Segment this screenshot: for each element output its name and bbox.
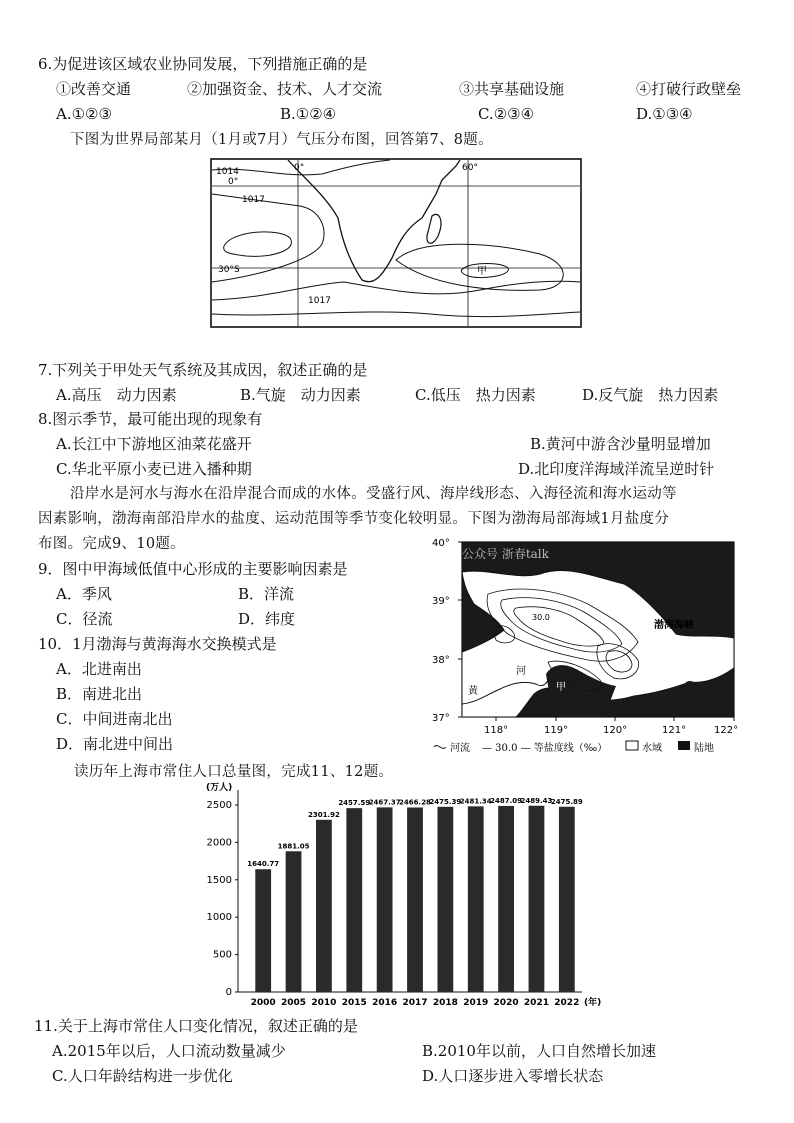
intro-q9-q10-line2: 因素影响，渤海南部沿岸水的盐度、运动范围等季节变化较明显。下图为渤海局部海域1月盐度分	[38, 511, 670, 527]
x-tick-label-2010: 2010	[311, 998, 337, 1008]
y-tick-label-2: 1000	[206, 912, 232, 924]
q8-option-d[interactable]: D.北印度洋海域洋流呈逆时针	[518, 460, 715, 478]
bar-2015	[346, 808, 362, 992]
x-tick-label-2005: 2005	[281, 998, 307, 1008]
lon-label-0: 0°	[294, 163, 305, 173]
q10-option-a[interactable]: A．北进南出	[56, 660, 142, 678]
q9-stem: 9．图中甲海域低值中心形成的主要影响因素是	[38, 560, 348, 578]
center-label-jia: 甲	[477, 266, 487, 277]
q6-option-c[interactable]: C.②③④	[478, 105, 535, 123]
isohaline-label: 30.0	[532, 613, 550, 622]
q9-option-d[interactable]: D．纬度	[238, 610, 296, 628]
bar-value-label-2005: 1881.05	[277, 842, 310, 851]
q8-option-b[interactable]: B.黄河中游含沙量明显增加	[530, 435, 711, 453]
bohai-salinity-map	[428, 534, 740, 759]
q6-stem: 6.为促进该区域农业协同发展，下列措施正确的是	[38, 55, 368, 73]
lat-label-37: 37°	[432, 713, 450, 724]
bar-value-label-2016: 2467.37	[368, 798, 401, 807]
q11-option-a[interactable]: A.2015年以后，人口流动数量减少	[52, 1042, 286, 1060]
intro-q9-q10-line3: 布图。完成9、10题。	[38, 536, 185, 552]
q8-option-a[interactable]: A.长江中下游地区油菜花盛开	[56, 435, 252, 453]
bar-2010	[316, 820, 332, 992]
lat-label-30s: 30°S	[218, 265, 240, 275]
q6-item-3: ③共享基础设施	[459, 80, 565, 98]
bar-2020	[498, 806, 514, 992]
y-tick-label-4: 2000	[206, 837, 232, 849]
lon-label-122: 122°	[714, 725, 739, 736]
y-tick-label-1: 500	[212, 949, 232, 961]
strait-label: 渤海海峡	[654, 620, 694, 631]
q7-option-d[interactable]: D.反气旋 热力因素	[582, 386, 719, 404]
x-tick-label-2019: 2019	[463, 998, 489, 1008]
q9-option-c[interactable]: C．径流	[56, 610, 113, 628]
lat-label-40: 40°	[432, 538, 450, 549]
bar-2017	[407, 807, 423, 992]
lat-label-38: 38°	[432, 655, 450, 666]
legend-land: 陆地	[694, 743, 714, 754]
bar-value-label-2000: 1640.77	[247, 860, 280, 869]
q7-option-b[interactable]: B.气旋 动力因素	[240, 386, 361, 404]
lon-label-118: 118°	[484, 725, 509, 736]
q10-option-b[interactable]: B．南进北出	[56, 685, 143, 703]
lat-label-39: 39°	[432, 596, 450, 607]
x-tick-label-2018: 2018	[432, 998, 458, 1008]
x-axis-label: (年)	[584, 998, 602, 1008]
river-label-he: 河	[516, 666, 526, 677]
lon-label-120: 120°	[603, 725, 628, 736]
bar-2005	[286, 851, 302, 992]
bar-2016	[377, 807, 393, 992]
bar-value-label-2020: 2487.09	[490, 796, 523, 805]
y-axis-label: (万人)	[206, 783, 233, 793]
q11-option-d[interactable]: D.人口逐步进入零增长状态	[422, 1067, 604, 1085]
bar-value-label-2010: 2301.92	[307, 810, 340, 819]
shanghai-population-chart	[200, 782, 630, 1014]
legend-water: 水域	[642, 743, 662, 754]
bar-value-label-2018: 2475.39	[429, 797, 462, 806]
bar-value-label-2022: 2475.89	[550, 797, 583, 806]
lon-label-119: 119°	[544, 725, 569, 736]
q7-option-c[interactable]: C.低压 热力因素	[415, 386, 536, 404]
bar-2000	[255, 869, 271, 992]
legend-river: 河流	[450, 743, 470, 754]
bar-2019	[468, 806, 484, 992]
isobar-label-1017-north: 1017	[242, 195, 265, 205]
bar-2018	[437, 807, 453, 992]
q9-option-a[interactable]: A．季风	[56, 585, 112, 603]
intro-q7-q8: 下图为世界局部某月（1月或7月）气压分布图，回答第7、8题。	[70, 132, 493, 148]
bar-value-label-2021: 2489.43	[520, 796, 553, 805]
q6-item-4: ④打破行政壁垒	[636, 80, 742, 98]
legend-isohaline: — 30.0 — 等盐度线（‰）	[482, 743, 608, 754]
q10-option-d[interactable]: D．南北进中间出	[56, 735, 174, 753]
y-tick-label-5: 2500	[206, 799, 232, 811]
bar-value-label-2019: 2481.34	[459, 797, 492, 806]
bar-2022	[559, 807, 575, 992]
center-label-jia: 甲	[556, 682, 566, 693]
q10-option-c[interactable]: C．中间进南北出	[56, 710, 173, 728]
q6-option-a[interactable]: A.①②③	[56, 105, 112, 123]
x-tick-label-2017: 2017	[402, 998, 428, 1008]
isobar-label-1014: 1014	[216, 167, 239, 177]
lon-label-60: 60°	[462, 163, 478, 173]
x-tick-label-2021: 2021	[523, 998, 549, 1008]
q6-option-b[interactable]: B.①②④	[280, 105, 337, 123]
lat-label-0: 0°	[228, 177, 239, 187]
q6-option-d[interactable]: D.①③④	[636, 105, 693, 123]
pressure-map	[210, 158, 582, 328]
q6-item-1: ①改善交通	[56, 80, 132, 98]
q8-stem: 8.图示季节，最可能出现的现象有	[38, 410, 263, 428]
q11-option-b[interactable]: B.2010年以前，人口自然增长加速	[422, 1042, 656, 1060]
isobar-label-1017-south: 1017	[308, 296, 331, 306]
bar-2021	[529, 806, 545, 992]
intro-q9-q10-line1: 沿岸水是河水与海水在沿岸混合而成的水体。受盛行风、海岸线形态、入海径流和海水运动等	[70, 486, 677, 502]
intro-q11-q12: 读历年上海市常住人口总量图，完成11、12题。	[74, 764, 394, 780]
q11-stem: 11.关于上海市常住人口变化情况，叙述正确的是	[34, 1017, 358, 1035]
lon-label-121: 121°	[662, 725, 687, 736]
x-tick-label-2015: 2015	[341, 998, 367, 1008]
river-label-huang: 黄	[468, 686, 478, 697]
q10-stem: 10．1月渤海与黄海海水交换模式是	[38, 635, 277, 653]
y-tick-label-3: 1500	[206, 874, 232, 886]
watermark: 公众号 浙春talk	[462, 547, 549, 561]
q11-option-c[interactable]: C.人口年龄结构进一步优化	[52, 1067, 233, 1085]
bar-value-label-2017: 2466.28	[399, 798, 431, 807]
bar-value-label-2015: 2457.59	[338, 799, 371, 808]
q7-stem: 7.下列关于甲处天气系统及其成因，叙述正确的是	[38, 361, 368, 379]
q6-item-2: ②加强资金、技术、人才交流	[187, 80, 383, 98]
x-tick-label-2020: 2020	[493, 998, 519, 1008]
q9-option-b[interactable]: B．洋流	[238, 585, 295, 603]
x-tick-label-2022: 2022	[554, 998, 580, 1008]
q7-option-a[interactable]: A.高压 动力因素	[56, 386, 177, 404]
y-tick-label-0: 0	[225, 987, 232, 998]
x-tick-label-2000: 2000	[250, 998, 276, 1008]
x-tick-label-2016: 2016	[372, 998, 398, 1008]
q8-option-c[interactable]: C.华北平原小麦已进入播种期	[56, 460, 252, 478]
